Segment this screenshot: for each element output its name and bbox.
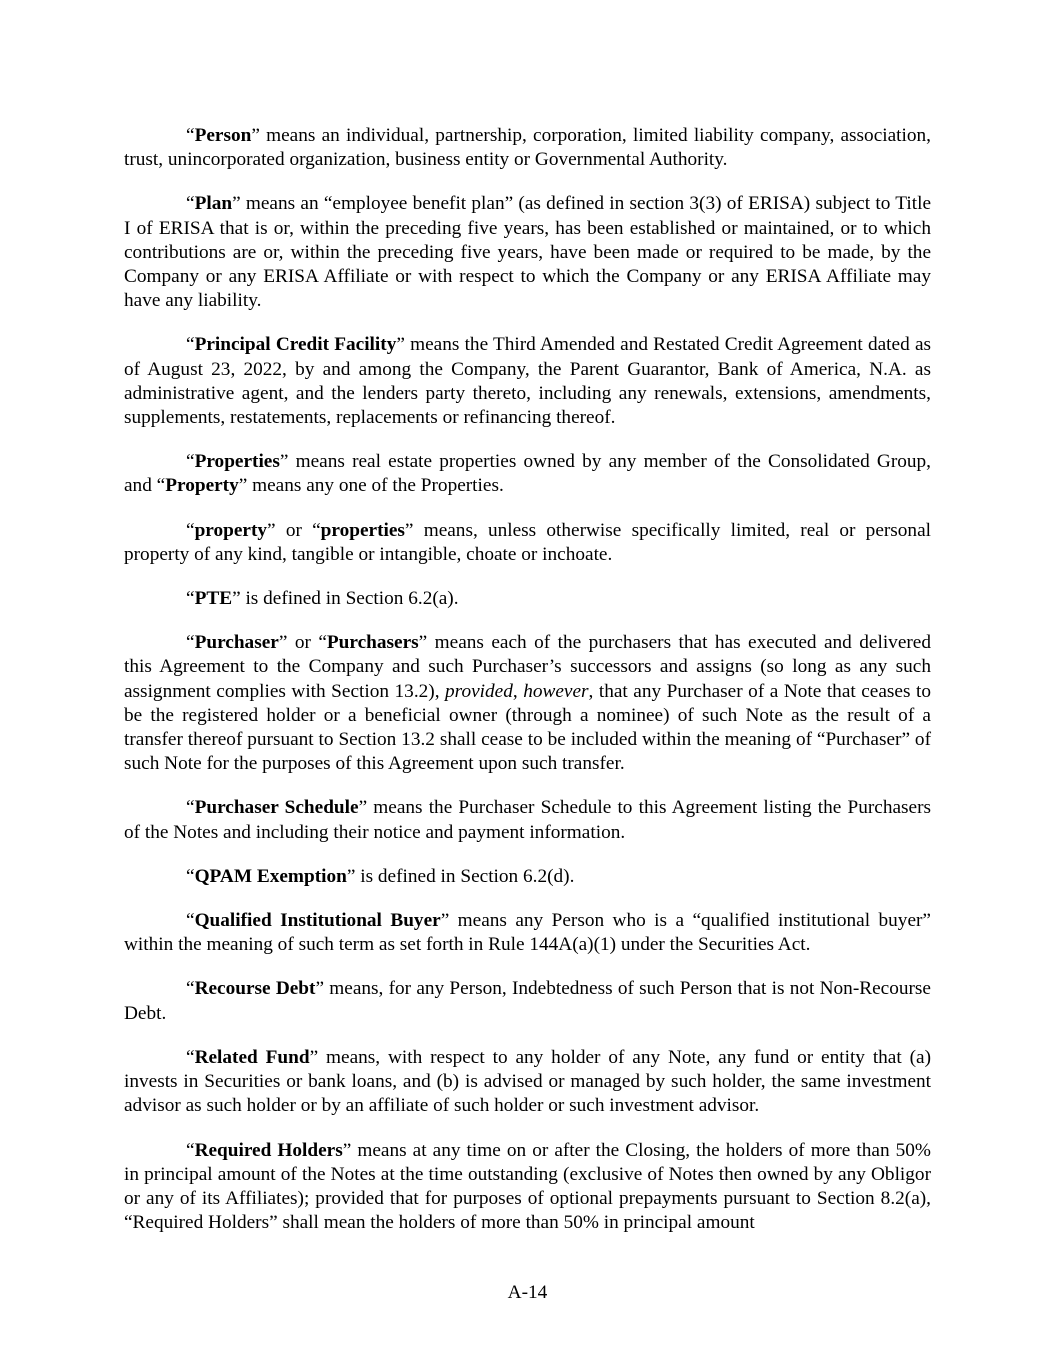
definition-pte: “PTE” is defined in Section 6.2(a). (186, 588, 459, 610)
page-number: A-14 (507, 1282, 548, 1303)
definition-plan: “Plan” means an “employee benefit plan” (as defined in section 3(3) of ERISA) subject to Title I of ERISA that is or, within the preceding five years, has been established or maintained, or to which contributions are or, within the preceding five years, have been made or required to be made, by the Company or any ERISA Affiliate or with respect to which the Company or any ERISA Affiliate may have any liability. (124, 193, 931, 312)
definition-purchaser-schedule: “Purchaser Schedule” means the Purchaser Schedule to this Agreement listing the Purchasers of the Notes and including their notice and payment information. (124, 797, 932, 843)
definition-purchaser: “Purchaser” or “Purchasers” means each of the purchasers that has executed and delivered this Agreement to the Company and such Purchaser’s successors and assigns (so long as any such assignment complies with Section 13.2), provided, however, that any Purchaser of a Note that ceases to be the registered holder or a beneficial owner (through a nominee) of such Note as the result of a transfer thereof pursuant to Section 13.2 shall cease to be included within the meaning of “Purchaser” of such Note for the purposes of this Agreement upon such transfer. (124, 632, 931, 775)
definition-required-holders: “Required Holders” means at any time on or after the Closing, the holders of more than 50% in principal amount of the Notes at the time outstanding (exclusive of Notes then owned by any Obligor or any of its Affiliates); provided that for purposes of optional prepayments pursuant to Section 8.2(a), “Required Holders” shall mean the holders of more than 50% in principal amount (124, 1139, 931, 1234)
definition-property-lowercase: “property” or “properties” means, unless otherwise specifically limited, real or personal property of any kind, tangible or intangible, choate or inchoate. (124, 519, 931, 565)
definition-person: “Person” means an individual, partnership, corporation, limited liability company, association, trust, unincorporated organization, business entity or Governmental Authority. (124, 125, 931, 171)
definition-related-fund: “Related Fund” means, with respect to any holder of any Note, any fund or entity that (a) invests in Securities or bank loans, and (b) is advised or managed by such holder, the same investment advisor as such holder or by an affiliate of such holder or such investment advisor. (124, 1046, 932, 1117)
definition-qpam-exemption: “QPAM Exemption” is defined in Section 6.2(d). (186, 865, 575, 887)
definition-qualified-institutional-buyer: “Qualified Institutional Buyer” means any Person who is a “qualified institutional buyer” within the meaning of such term as set forth in Rule 144A(a)(1) under the Securities Act. (124, 910, 931, 956)
document-body (124, 124, 931, 1255)
definition-properties: “Properties” means real estate properties owned by any member of the Consolidated Group, and “Property” means any one of the Properties. (124, 451, 931, 497)
definition-principal-credit-facility: “Principal Credit Facility” means the Third Amended and Restated Credit Agreement dated as of August 23, 2022, by and among the Company, the Parent Guarantor, Bank of America, N.A. as administrative agent, and the lenders party thereto, including any renewals, extensions, amendments, supplements, restatements, replacements or refinancing thereof. (124, 334, 931, 429)
definition-recourse-debt: “Recourse Debt” means, for any Person, Indebtedness of such Person that is not Non-Recourse Debt. (124, 978, 931, 1024)
